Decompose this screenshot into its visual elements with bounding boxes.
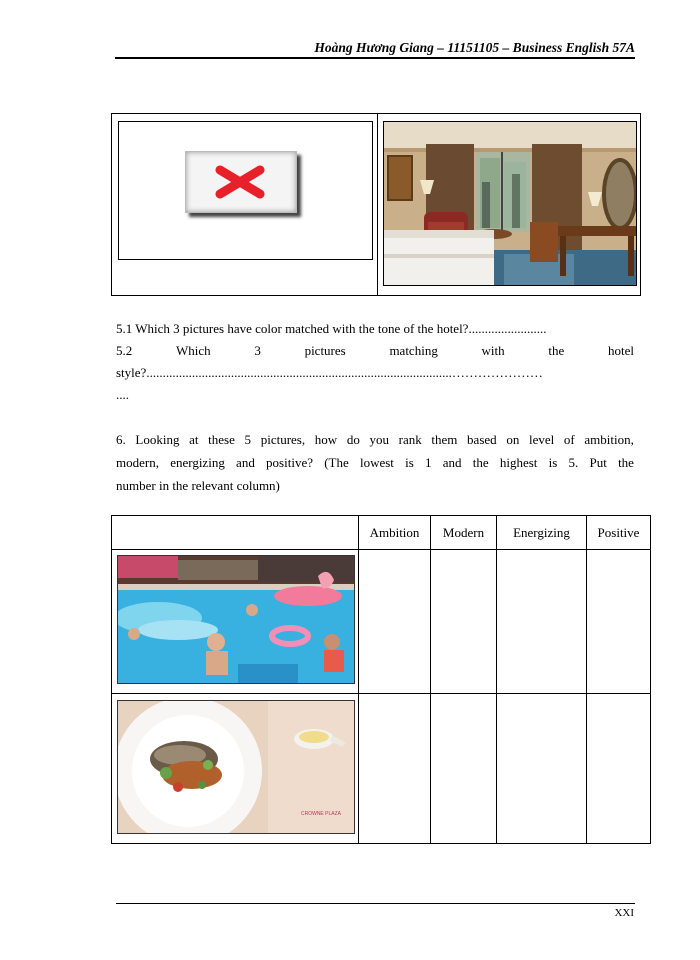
word: highest — [499, 455, 538, 470]
broken-image-icon — [185, 151, 297, 213]
rank-input-modern[interactable] — [431, 550, 497, 694]
word: is — [405, 455, 414, 470]
word: is — [548, 455, 558, 470]
word: 6. — [116, 432, 126, 447]
question-5-1: 5.1 Which 3 pictures have color matched with the tone of the hotel?........................ — [116, 321, 547, 336]
word: Which — [175, 343, 211, 358]
hotel-room-photo — [383, 121, 637, 286]
word: ambition, — [584, 432, 634, 447]
word: do — [346, 432, 360, 447]
word: them — [431, 432, 458, 447]
word: based — [467, 432, 497, 447]
pool-party-photo — [117, 555, 355, 684]
word: how — [314, 432, 338, 447]
table-row — [112, 550, 651, 694]
watermark-text: CROWNE PLAZA — [300, 811, 341, 817]
word: energizing — [170, 455, 225, 470]
table-header-row — [112, 516, 651, 550]
table-row — [112, 694, 651, 844]
header-ambition: Ambition — [359, 516, 431, 550]
rank-input-positive[interactable] — [587, 694, 651, 844]
table-divider — [377, 114, 378, 295]
word: at — [189, 432, 199, 447]
word: positive? — [266, 455, 313, 470]
word: the — [548, 343, 565, 358]
word: lowest — [359, 455, 394, 470]
watermark-logo — [294, 811, 348, 817]
rank-input-ambition[interactable] — [359, 694, 431, 844]
question-5-2-line1 — [116, 342, 634, 360]
question-6-line2 — [116, 454, 634, 472]
fish-dish-photo — [117, 700, 355, 834]
question-5-2-line3: .... — [116, 387, 129, 402]
header-cell-empty — [112, 516, 359, 550]
image-table — [111, 113, 641, 296]
word: Put — [589, 455, 607, 470]
header-positive: Positive — [587, 516, 651, 550]
question-6-line3: number in the relevant column) — [116, 478, 280, 493]
question-6-line1 — [116, 431, 634, 449]
word: hotel — [608, 343, 634, 358]
word: these — [208, 432, 235, 447]
word: pictures, — [260, 432, 306, 447]
word: 5 — [244, 432, 252, 447]
word: 5.2 — [116, 343, 133, 358]
word: and — [442, 455, 462, 470]
header-rule — [115, 57, 635, 59]
word: level — [528, 432, 555, 447]
word: 1 — [425, 455, 432, 470]
word: of — [563, 432, 575, 447]
rank-input-modern[interactable] — [431, 694, 497, 844]
rank-input-ambition[interactable] — [359, 550, 431, 694]
rank-input-positive[interactable] — [587, 550, 651, 694]
broken-image-frame — [118, 121, 373, 260]
word: pictures — [304, 343, 346, 358]
word: Looking — [135, 432, 180, 447]
word: you — [369, 432, 389, 447]
word: 5. — [568, 455, 579, 470]
running-header: Hoàng Hương Giang – 11151105 – Business English 57A — [314, 40, 635, 55]
word: rank — [398, 432, 422, 447]
header-modern: Modern — [431, 516, 497, 550]
header-energizing: Energizing — [497, 516, 587, 550]
rank-input-energizing[interactable] — [497, 694, 587, 844]
word: and — [236, 455, 255, 470]
word: (The — [324, 455, 349, 470]
word: with — [481, 343, 505, 358]
word: the — [472, 455, 489, 470]
footer-rule — [116, 903, 635, 904]
ranking-table — [111, 515, 651, 844]
word: 3 — [254, 343, 261, 358]
rank-input-energizing[interactable] — [497, 550, 587, 694]
word: modern, — [116, 455, 159, 470]
picture-cell — [112, 694, 359, 844]
question-5-2-line2: style?..............................................................................................………………… — [116, 365, 543, 380]
word: the — [618, 455, 634, 470]
picture-cell — [112, 550, 359, 694]
word: matching — [389, 343, 438, 358]
page-number: XXI — [614, 907, 634, 919]
word: on — [506, 432, 520, 447]
